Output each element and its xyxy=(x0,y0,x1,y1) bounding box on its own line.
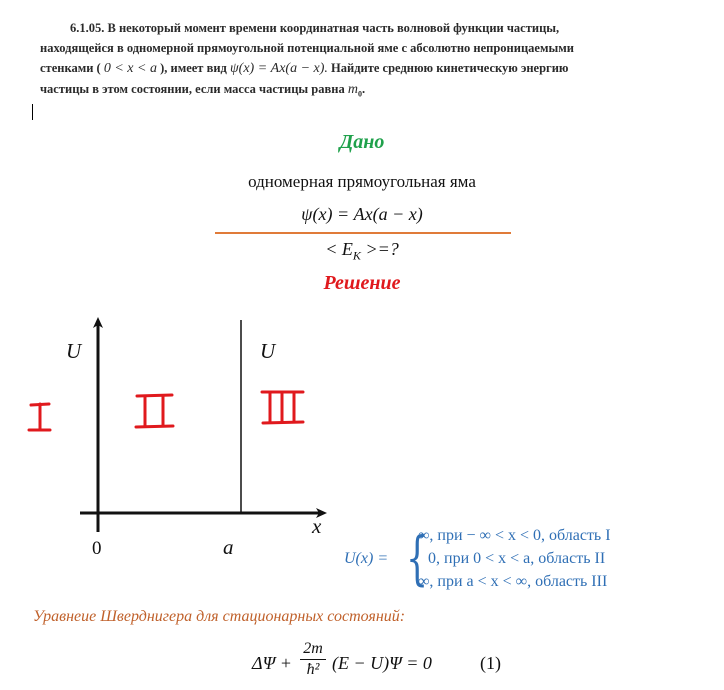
problem-mass-sub: 0 xyxy=(357,89,362,99)
problem-line-3-start: стенками ( xyxy=(40,61,104,75)
problem-line-4-start: частицы в этом состоянии, если масса частицы равна xyxy=(40,82,348,96)
potential-case-region-2: 0, при 0 < x < a, область II xyxy=(428,550,606,567)
text-cursor xyxy=(32,104,33,120)
given-wavefunction: ψ(x) = Ax(a − x) xyxy=(301,204,423,224)
problem-line-1: 6.1.05. В некоторый момент времени координатная часть волновой функции частицы, xyxy=(70,21,560,35)
problem-line-3-end: Найдите среднюю кинетическую энергию xyxy=(327,61,569,75)
fraction-bar xyxy=(300,659,326,660)
problem-inequality: 0 < x < a xyxy=(103,61,157,76)
y-axis-label-left: U xyxy=(66,339,82,363)
region-label-II xyxy=(136,395,173,427)
potential-case-region-3: ∞, при a < x < ∞, область III xyxy=(418,573,608,590)
given-description: одномерная прямоугольная яма xyxy=(248,172,476,191)
problem-line-4 xyxy=(40,79,640,105)
problem-line-3 xyxy=(40,58,640,79)
equation-right: (E − U)Ψ = 0 xyxy=(332,653,432,673)
region-label-III xyxy=(262,392,303,423)
problem-line-3-mid: ), имеет вид xyxy=(156,61,230,75)
given-title: Дано xyxy=(339,131,385,153)
potential-lhs: U(x) = xyxy=(344,550,389,567)
equation-number: (1) xyxy=(480,653,501,673)
potential-case-region-1: ∞, при − ∞ < x < 0, область I xyxy=(418,527,611,544)
a-label: a xyxy=(223,535,234,559)
region-label-I xyxy=(29,404,50,430)
problem-wavefunction: ψ(x) = Ax(a − x). xyxy=(229,61,328,76)
problem-mass: m xyxy=(347,82,358,97)
find-post: >=? xyxy=(360,239,399,259)
fraction-numerator: 2m xyxy=(303,640,323,657)
origin-label: 0 xyxy=(92,538,102,559)
find-quantity xyxy=(0,239,724,264)
given-divider xyxy=(215,232,511,234)
find-sub: K xyxy=(352,248,361,263)
y-axis-label-right: U xyxy=(260,339,276,363)
potential-piecewise-definition xyxy=(344,524,724,597)
schrodinger-equation xyxy=(252,640,552,690)
problem-line-4-end: . xyxy=(361,82,366,96)
equation-left: ΔΨ + xyxy=(252,653,292,673)
fraction-denominator: ħ² xyxy=(306,661,320,678)
potential-well-diagram xyxy=(0,300,360,570)
left-brace-icon: { xyxy=(406,524,429,592)
find-pre: < E xyxy=(325,239,353,259)
solution-title: Решение xyxy=(323,272,401,294)
x-axis-label: x xyxy=(312,514,322,538)
problem-line-2: находящейся в одномерной прямоугольной потенциальной яме с абсолютно непроницаемыми xyxy=(40,41,574,55)
problem-statement xyxy=(40,18,640,105)
equation-title: Уравнеие Шверднигера для стационарных состояний: xyxy=(33,608,406,625)
equation-fraction xyxy=(300,640,326,679)
